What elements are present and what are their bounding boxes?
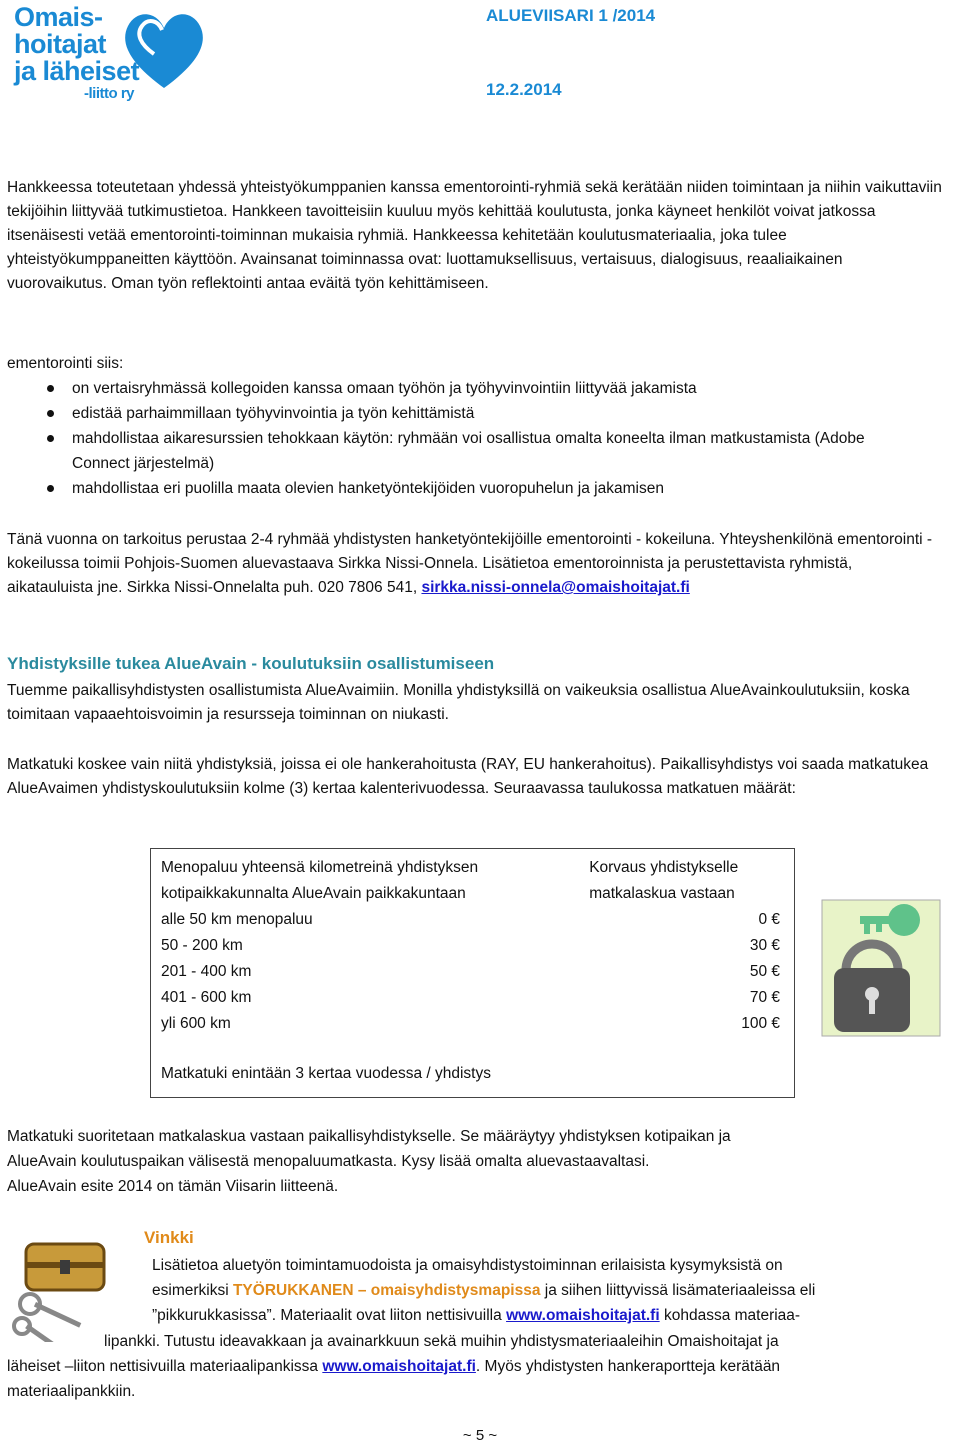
logo-line1: Omais- — [14, 2, 103, 32]
ementor-bullet-list — [7, 376, 937, 501]
logo-line4: -liitto ry — [84, 85, 134, 102]
intro-paragraph: Hankkeessa toteutetaan yhdessä yhteistyökumppanien kanssa ementorointi-ryhmiä sekä kerätään niiden toimintaan ja niihin vaikuttaviin tekijöihin liittyvää tutkimustietoa. Hankkeen tavoitteisiin kuuluu myös kehittää koulutusta, jonka käyneet henkilöt voivat jatkossa itsenäisesti vetää ementorointi-toiminnan mukaisia ryhmiä. Hankkeessa kehitetään koulutusmateriaalia, joka tulee yhteistyökumppaneitten käyttöön. Avainsanat toiminnassa ovat: luottamuksellisuus, vertaisuus, dialogisuus, reaaliaikainen vuorovaikutus. Oman työn reflektointi antaa eväitä työn kehittämiseen. — [7, 179, 942, 292]
bullet-icon — [47, 385, 54, 392]
logo-line2: hoitajat — [14, 29, 107, 59]
travel-support-paragraph: Matkatuki koskee vain niitä yhdistyksiä, joissa ei ole hankerahoitusta (RAY, EU hankerahoitus). Paikallisyhdistys voi saada matkatukea AlueAvaimen yhdistyskoulutuksiin kolme (3) kertaa kalenterivuodessa. Seuraavassa taulukossa matkatuen määrät: — [7, 756, 929, 797]
support-paragraph: Tuemme paikallisyhdistysten osallistumista AlueAvaimiin. Monilla yhdistyksillä on vaikeuksia osallistua AlueAvainkoulutuksiin, koska toimitaan vapaaehtoisvoimin ja resursseja toiminnan on niukasti. — [7, 682, 910, 723]
vinkki-line-1: Lisätietoa aluetyön toimintamuodoista ja omaisyhdistystoiminnan erilaisista kysymyksistä on — [152, 1257, 783, 1274]
publication-title: ALUEVIISARI 1 /2014 — [486, 6, 656, 25]
bullet-icon — [47, 485, 54, 492]
travel-support-table — [150, 848, 795, 1098]
vinkki-line-5: läheiset –liiton nettisivuilla materiaalipankissa www.omaishoitajat.fi. Myös yhdistysten hankeraportteja kerätään — [7, 1358, 781, 1375]
website-link[interactable]: www.omaishoitajat.fi — [322, 1358, 476, 1375]
table-row: yli 600 km 100 € — [161, 1015, 780, 1032]
table-footnote-row: Matkatuki enintään 3 kertaa vuodessa / yhdistys — [161, 1065, 491, 1082]
website-link[interactable]: www.omaishoitajat.fi — [506, 1307, 660, 1324]
email-link[interactable]: sirkka.nissi-onnela@omaishoitajat.fi — [421, 579, 690, 596]
header-cell: Menopaluu yhteensä kilometreinä yhdistyksen kotipaikkakunnalta AlueAvain paikkakuntaan — [161, 859, 479, 902]
section-title: Yhdistyksille tukea AlueAvain - koulutuksiin osallistumiseen — [7, 654, 495, 673]
heart-logo-icon — [118, 2, 210, 94]
table-row: 50 - 200 km 30 € — [161, 937, 780, 954]
reimbursement-line-3: AlueAvain esite 2014 on tämän Viisarin liitteenä. — [7, 1178, 339, 1195]
vinkki-title: Vinkki — [144, 1228, 194, 1247]
bullet-icon — [47, 435, 54, 442]
logo-line3: ja läheiset — [14, 56, 140, 86]
vinkki-line-3: ”pikkurukkasissa”. Materiaalit ovat liiton nettisivuilla www.omaishoitajat.fi kohdassa materiaa- — [152, 1307, 801, 1324]
list-item: edistää parhaimmillaan työhyvinvointia ja työn kehittämistä — [7, 401, 937, 426]
table-header-row — [151, 849, 795, 908]
table-row: alle 50 km menopaluu 0 € — [161, 911, 780, 928]
page-number: ~ 5 ~ — [462, 1427, 498, 1444]
vinkki-line-2: esimerkiksi TYÖRUKKANEN – omaisyhdistysmapissa ja siihen liittyvissä lisämateriaaleissa eli — [152, 1282, 816, 1299]
header-cell: Korvaus yhdistykselle matkalaskua vastaan — [589, 859, 739, 902]
list-item: mahdollistaa aikaresurssien tehokkaan käytön: ryhmään voi osallistua omalta koneelta ilman matkustamista (Adobe Connect järjestelmä) — [7, 426, 937, 476]
list-item: mahdollistaa eri puolilla maata olevien hanketyöntekijöiden vuoropuhelun ja jakamisen — [7, 476, 937, 501]
ementor-intro: ementorointi siis: — [7, 355, 124, 372]
reimbursement-line-1: Matkatuki suoritetaan matkalaskua vastaan paikallisyhdistykselle. Se määräytyy yhdistyksen kotipaikan ja — [7, 1128, 731, 1145]
tyorukkanen-highlight: TYÖRUKKANEN – omaisyhdistysmapissa — [232, 1282, 541, 1299]
bullet-icon — [47, 410, 54, 417]
vinkki-line-4: lipankki. Tutustu ideavakkaan ja avainarkkuun sekä muihin yhdistysmateriaaleihin Omaishoitajat ja — [104, 1333, 779, 1350]
reimbursement-line-2: AlueAvain koulutuspaikan välisestä menopaluumatkasta. Kysy lisää omalta aluevastaavaltasi. — [7, 1153, 650, 1170]
table-row: 201 - 400 km 50 € — [161, 963, 780, 980]
table-row: 401 - 600 km 70 € — [161, 989, 780, 1006]
list-item: on vertaisryhmässä kollegoiden kanssa omaan työhön ja työhyvinvointiin liittyvää jakamista — [7, 376, 937, 401]
vinkki-line-6: materiaalipankkiin. — [7, 1383, 136, 1400]
publication-date: 12.2.2014 — [486, 80, 562, 99]
treasure-chest-icon — [8, 1222, 118, 1342]
ementor-pilot-paragraph: Tänä vuonna on tarkoitus perustaa 2-4 ryhmää yhdistysten hanketyöntekijöille ementorointi - kokeiluna. Yhteyshenkilönä ementorointi - kokeilussa toimii Pohjois-Suomen aluevastaava Sirkka Nissi-Onnela. Lisätietoa ementoroinnista ja perustettavista ryhmistä, aikatauluista jne. Sirkka Nissi-Onnelalta puh. 020 7806 541, sirkka.nissi-onnela@omaishoitajat.fi — [7, 531, 933, 596]
key-lock-icon — [820, 890, 942, 1040]
